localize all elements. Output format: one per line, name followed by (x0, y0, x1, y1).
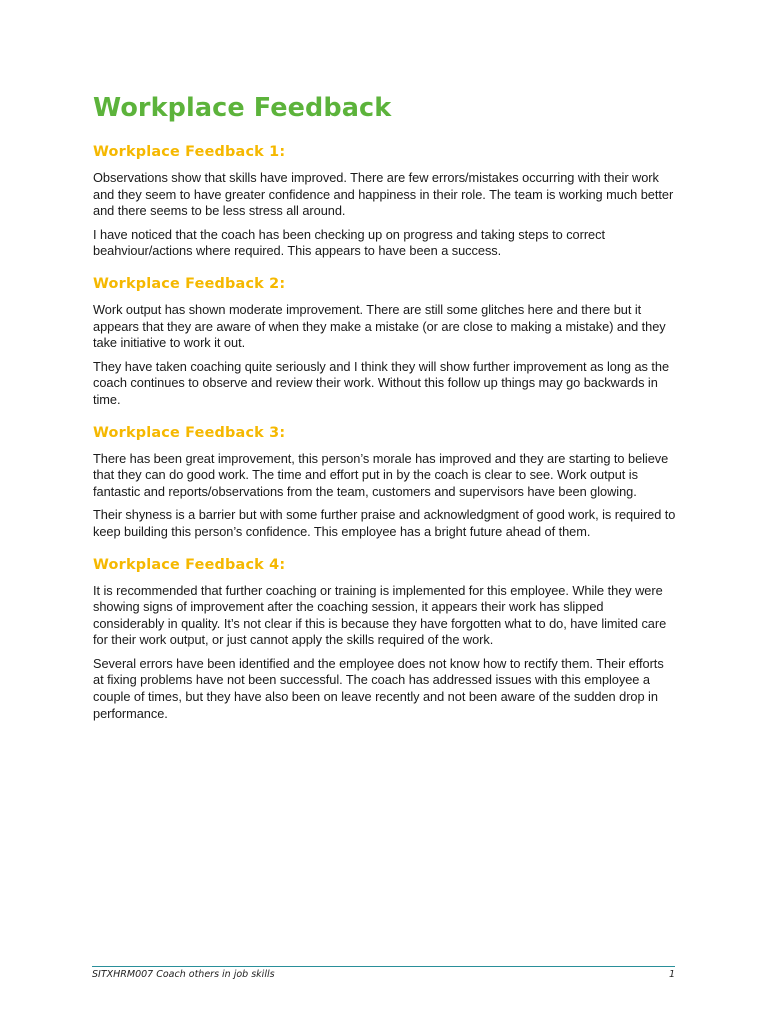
section-heading: Workplace Feedback 1: (93, 144, 286, 160)
footer-course-code: SITXHRM007 Coach others in job skills (92, 969, 275, 980)
paragraph: There has been great improvement, this person’s morale has improved and they are starting to believe that they can do good work. The time and effort put in by the coach is clear to see. Work output is fantastic and reports/observations from the team, customers and supervisors have been glowing. (93, 450, 669, 499)
feedback-section-3 (93, 424, 677, 541)
feedback-section-2 (93, 275, 677, 409)
section-heading: Workplace Feedback 4: (93, 556, 286, 573)
section-heading: Workplace Feedback 3: (93, 424, 286, 441)
paragraph: Observations show that skills have improved. There are few errors/mistakes occurring with their work and they seem to have greater confidence and happiness in their role. The team is working much better and there seems to be less stress all around. (93, 170, 674, 219)
paragraph: Work output has shown moderate improvement. There are still some glitches here and there but it appears that they are aware of when they make a mistake (or are close to making a mistake) and they take initiative to work it out. (93, 301, 666, 351)
feedback-section-1 (93, 143, 677, 260)
footer-page-number: 1 (668, 969, 675, 980)
paragraph: I have noticed that the coach has been checking up on progress and taking steps to correct beahviour/actions where required. This appears to have been a success. (93, 226, 605, 259)
page-footer (92, 966, 675, 980)
paragraph: They have taken coaching quite seriously and I think they will show further improvement as long as the coach continues to observe and review their work. Without this follow up things may go backwards in time. (93, 358, 670, 407)
feedback-section-4 (93, 556, 677, 723)
paragraph: It is recommended that further coaching or training is implemented for this employee. While they were showing signs of improvement after the coaching session, it appears their work has slipped considerably in quality. It’s not clear if this is because they have forgotten what to do, have limited care for their work output, or just cannot apply the skills required of the work. (93, 582, 667, 648)
paragraph: Their shyness is a barrier but with some further praise and acknowledgment of good work, is required to keep building this person’s confidence. This employee has a bright future ahead of them. (93, 507, 676, 539)
document-page (93, 90, 677, 729)
paragraph: Several errors have been identified and the employee does not know how to rectify them. Their efforts at fixing problems have not been successful. The coach has addressed issues with this employee a couple of times, but they have also been on leave recently and not been aware of the sudden drop in performance. (93, 655, 664, 721)
section-heading: Workplace Feedback 2: (93, 275, 286, 292)
page-title: Workplace Feedback (93, 93, 392, 123)
